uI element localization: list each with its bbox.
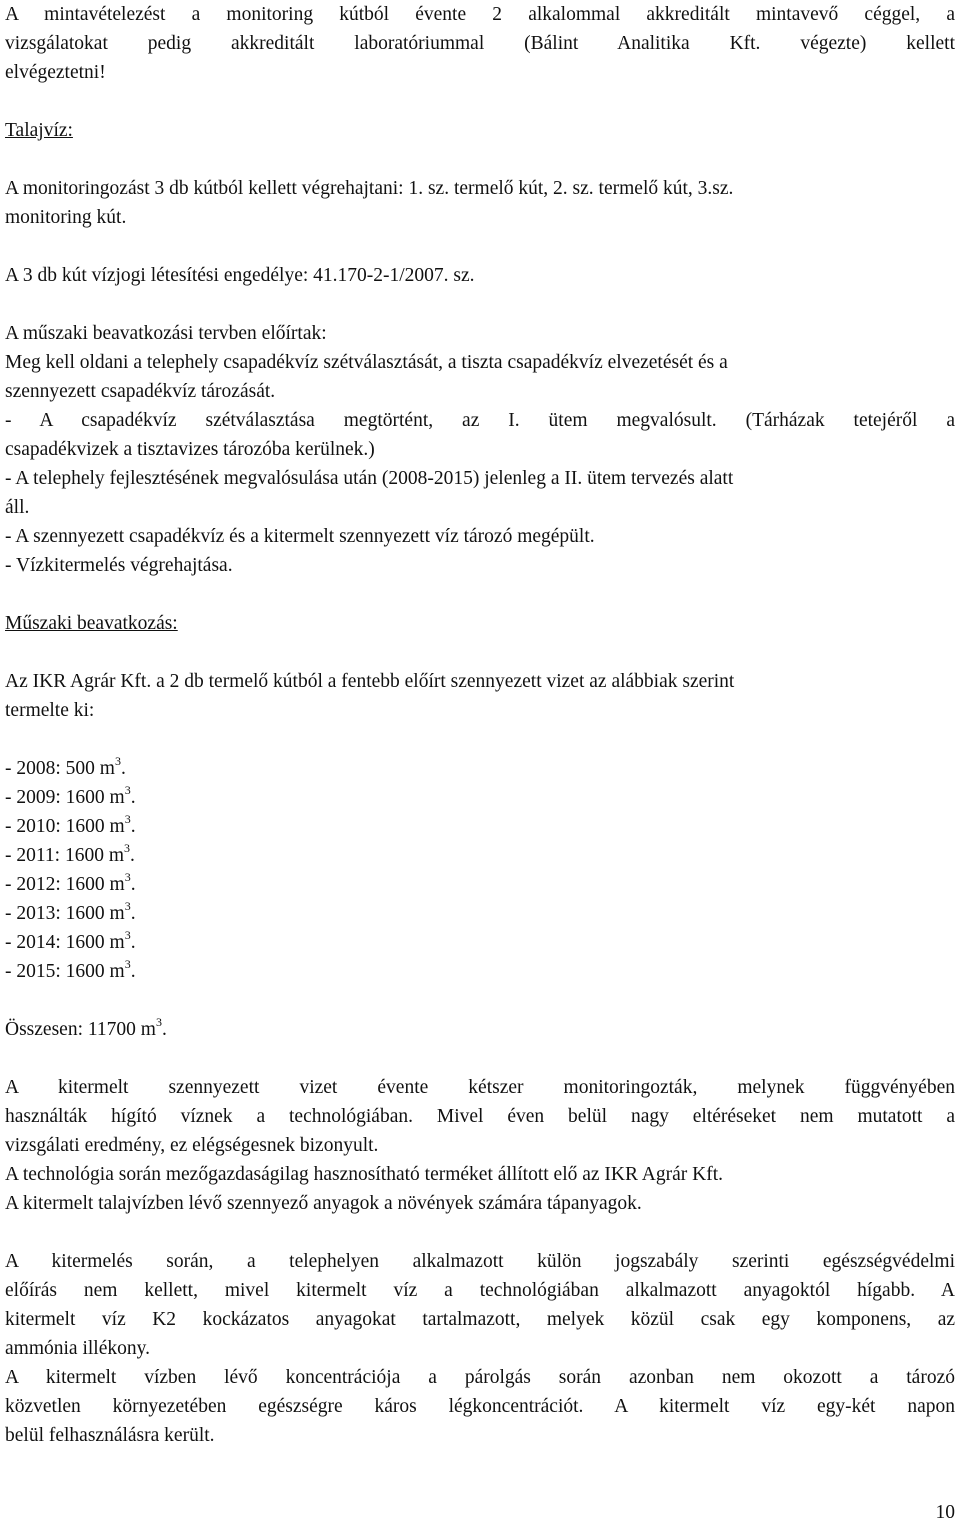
year-production-label: - 2012: 1600 m: [5, 874, 125, 895]
year-production-item: [5, 957, 955, 986]
year-production-item: [5, 812, 955, 841]
paragraph-line: közvetlen környezetében egészségre káros légkoncentrációt. A kitermelt víz egy-két napon: [5, 1396, 955, 1417]
year-production-end: .: [130, 787, 136, 808]
paragraph-line: használták hígító víznek a technológiában. Mivel éven belül nagy eltéréseket nem mutatott a: [5, 1106, 955, 1127]
paragraph-line: belül felhasználásra került.: [5, 1425, 215, 1446]
year-production-label: - 2010: 1600 m: [5, 816, 125, 837]
paragraph-line: A technológia során mezőgazdaságilag hasznosítható terméket állított elő az IKR Agrár Kft.: [5, 1164, 724, 1185]
paragraph-line: ammónia illékony.: [5, 1338, 150, 1359]
permit-text: A 3 db kút vízjogi létesítési engedélye: 41.170-2-1/2007. sz.: [5, 265, 475, 286]
unit-exponent: 3: [124, 957, 131, 971]
unit-exponent: 3: [124, 928, 131, 942]
year-production-end: .: [130, 961, 136, 982]
year-production-label: - 2008: 500 m: [5, 758, 115, 779]
plan-text: Meg kell oldani a telephely csapadékvíz szétválasztását, a tiszta csapadékvíz elvezetését és a: [5, 352, 728, 373]
intro-line: A mintavételezést a monitoring kútból évente 2 alkalommal akkreditált mintavevő céggel, a: [5, 4, 955, 25]
year-production-end: .: [130, 874, 136, 895]
year-production-label: - 2013: 1600 m: [5, 903, 125, 924]
yearly-production-list: [5, 754, 955, 986]
intro-line: vizsgálatokat pedig akkreditált laboratóriummal (Bálint Analitika Kft. végezte) kellett: [5, 33, 955, 54]
unit-exponent: 3: [124, 812, 131, 826]
year-production-end: .: [129, 845, 135, 866]
year-production-end: .: [130, 816, 136, 837]
monitoring-text: monitoring kút.: [5, 207, 127, 228]
plan-list-item: - A csapadékvíz szétválasztása megtörtént, az I. ütem megvalósult. (Tárházak tetejéről a: [5, 410, 955, 431]
unit-exponent: 3: [124, 783, 131, 797]
paragraph-line: A kitermelt vízben lévő koncentrációja a párolgás során azonban nem okozott a tározó: [5, 1367, 955, 1388]
section-heading-talajviz: Talajvíz:: [5, 120, 73, 141]
plan-list-item: áll.: [5, 497, 30, 518]
production-intro: termelte ki:: [5, 700, 95, 721]
plan-intro: A műszaki beavatkozási tervben előírtak:: [5, 323, 327, 344]
unit-exponent: 3: [123, 841, 130, 855]
year-production-item: [5, 928, 955, 957]
page-number: 10: [935, 1502, 955, 1523]
unit-exponent: 3: [124, 870, 131, 884]
year-production-label: - 2015: 1600 m: [5, 961, 125, 982]
year-production-item: [5, 783, 955, 812]
paragraph-line: vizsgálati eredmény, ez elégségesnek bizonyult.: [5, 1135, 379, 1156]
total-label: Összesen: 11700 m: [5, 1019, 156, 1040]
year-production-label: - 2014: 1600 m: [5, 932, 125, 953]
year-production-item: [5, 899, 955, 928]
year-production-label: - 2011: 1600 m: [5, 845, 124, 866]
plan-text: szennyezett csapadékvíz tározását.: [5, 381, 276, 402]
unit-exponent: 3: [124, 899, 131, 913]
plan-list-item: - A szennyezett csapadékvíz és a kitermelt szennyezett víz tározó megépült.: [5, 526, 595, 547]
plan-list-item: csapadékvizek a tisztavizes tározóba kerülnek.): [5, 439, 375, 460]
year-production-end: .: [130, 932, 136, 953]
paragraph-line: A kitermelt szennyezett vizet évente kétszer monitoringozták, melynek függvényében: [5, 1077, 955, 1098]
plan-list-item: - Vízkitermelés végrehajtása.: [5, 555, 233, 576]
unit-exponent: 3: [114, 754, 121, 768]
total-production: [5, 1015, 955, 1044]
monitoring-text: A monitoringozást 3 db kútból kellett végrehajtani: 1. sz. termelő kút, 2. sz. termelő kút, 3.sz.: [5, 178, 734, 199]
section-heading-muszaki: Műszaki beavatkozás:: [5, 613, 178, 634]
paragraph-line: A kitermelés során, a telephelyen alkalmazott külön jogszabály szerinti egészségvédelmi: [5, 1251, 955, 1272]
plan-list-item: - A telephely fejlesztésének megvalósulása után (2008-2015) jelenleg a II. ütem tervezés alatt: [5, 468, 734, 489]
production-intro: Az IKR Agrár Kft. a 2 db termelő kútból a fentebb előírt szennyezett vizet az alábbiak szerint: [5, 671, 735, 692]
paragraph-line: előírás nem kellett, mivel kitermelt víz a technológiában alkalmazott anyagoktól hígabb. A: [5, 1280, 955, 1301]
year-production-item: [5, 870, 955, 899]
total-exponent: 3: [155, 1015, 162, 1029]
paragraph-line: A kitermelt talajvízben lévő szennyező anyagok a növények számára tápanyagok.: [5, 1193, 642, 1214]
year-production-end: .: [120, 758, 126, 779]
year-production-item: [5, 754, 955, 783]
paragraph-line: kitermelt víz K2 kockázatos anyagokat tartalmazott, melyek közül csak egy komponens, az: [5, 1309, 955, 1330]
total-end: .: [161, 1019, 167, 1040]
intro-line: elvégeztetni!: [5, 62, 106, 83]
year-production-end: .: [130, 903, 136, 924]
year-production-item: [5, 841, 955, 870]
year-production-label: - 2009: 1600 m: [5, 787, 125, 808]
document-page: [5, 0, 955, 1450]
